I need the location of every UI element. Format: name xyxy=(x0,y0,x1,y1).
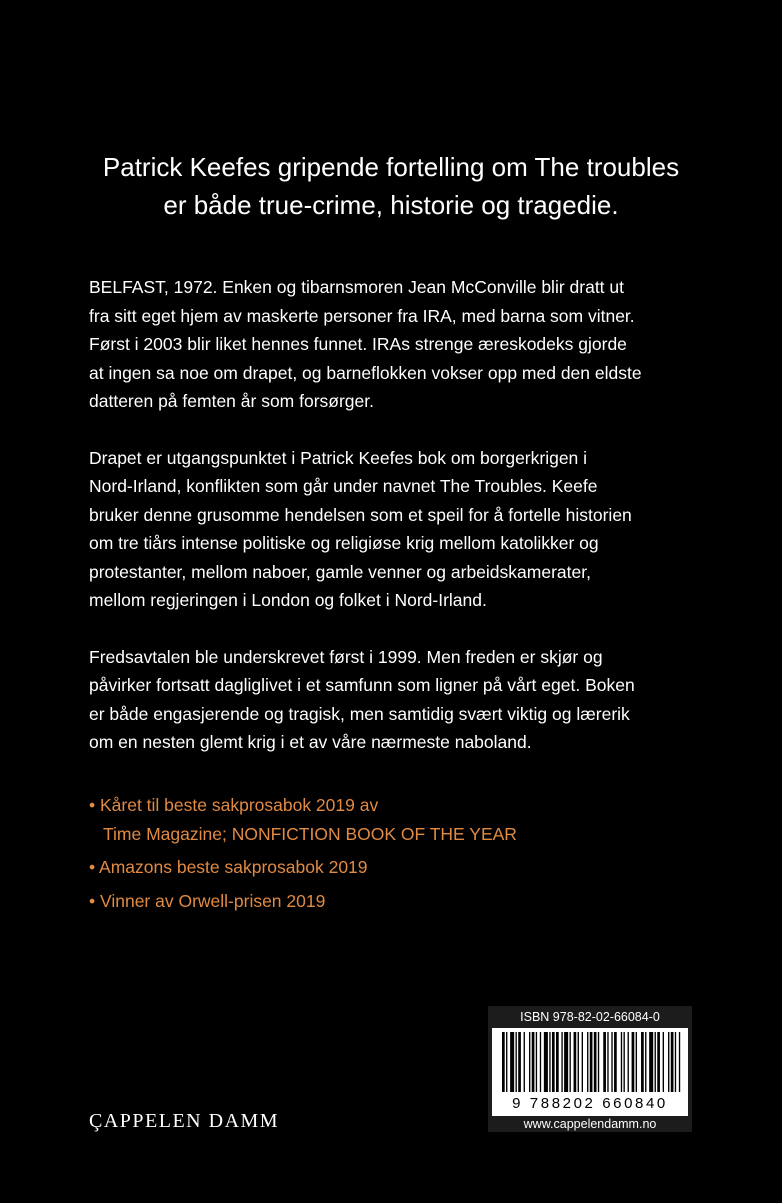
blurb-line: om tre tiårs intense politiske og religiøse krig mellom katolikker og xyxy=(89,533,599,553)
blurb-line: Drapet er utgangspunktet i Patrick Keefes bok om borgerkrigen i xyxy=(89,447,588,468)
barcode-bar xyxy=(524,1032,525,1092)
barcode-bar xyxy=(587,1032,588,1092)
barcode-bar xyxy=(645,1032,646,1092)
barcode-bar xyxy=(549,1032,550,1092)
barcode-bar xyxy=(564,1032,568,1092)
awards-list xyxy=(89,791,729,920)
award-item xyxy=(89,853,729,882)
blurb-line: Nord-Irland, konflikten som går under navnet The Troubles. Keefe xyxy=(89,476,598,496)
barcode-bar xyxy=(624,1032,625,1092)
blurb-line: fra sitt eget hjem av maskerte personer fra IRA, med barna som vitner. xyxy=(89,305,635,326)
blurb-line: Først i 2003 blir liket hennes funnet. IRAs strenge æreskodeks gjorde xyxy=(89,334,627,354)
award-line: Time Magazine; NONFICTION BOOK OF THE YEAR xyxy=(103,823,517,844)
blurb-line: BELFAST, 1972. Enken og tibarnsmoren Jean McConville blir dratt ut xyxy=(89,277,624,297)
barcode-bar xyxy=(671,1032,674,1092)
barcode-bar xyxy=(561,1032,562,1092)
barcode-bar xyxy=(532,1032,535,1092)
isbn-label: ISBN 978-82-02-66084-0 xyxy=(520,1010,660,1024)
blurb-paragraph xyxy=(89,444,719,615)
barcode-bar xyxy=(506,1032,507,1092)
blurb-line: at ingen sa noe om drapet, og barneflokken vokser opp med den eldste xyxy=(89,362,642,383)
barcode-bar xyxy=(655,1032,656,1092)
award-item xyxy=(89,887,729,916)
blurb-line: datteren på femten år som forsørger. xyxy=(89,391,374,411)
award-line: • Amazons beste sakprosabok 2019 xyxy=(89,857,368,877)
barcode-bar xyxy=(536,1032,537,1092)
barcode-bar xyxy=(649,1032,653,1092)
blurb xyxy=(89,273,719,785)
barcode-bar xyxy=(582,1032,583,1092)
publisher-logo: ÇAPPELEN DAMM xyxy=(89,1110,280,1132)
barcode-bar xyxy=(657,1032,660,1092)
barcode-bar xyxy=(621,1032,622,1092)
blurb-line: mellom regjeringen i London og folket i Nord-Irland. xyxy=(89,590,487,610)
barcode-bar xyxy=(570,1032,571,1092)
tagline-line: Patrick Keefes gripende fortelling om The troubles xyxy=(102,152,680,182)
barcode-digits: 9 788202 660840 xyxy=(512,1095,668,1112)
barcode-bar xyxy=(510,1032,514,1092)
award-line: • Vinner av Orwell-prisen 2019 xyxy=(89,890,326,911)
barcode-bar xyxy=(668,1032,669,1092)
barcode-bar xyxy=(632,1032,635,1092)
blurb-line: protestanter, mellom naboer, gamle venner og arbeidskamerater, xyxy=(89,561,591,582)
tagline-line: er både true-crime, historie og tragedie. xyxy=(163,190,619,220)
barcode-bar xyxy=(628,1032,629,1092)
barcode-bar xyxy=(516,1032,517,1092)
blurb-paragraph xyxy=(89,273,719,416)
blurb-paragraph xyxy=(89,643,719,757)
barcode-bar xyxy=(679,1032,680,1092)
barcode-block xyxy=(488,1006,692,1132)
barcode-bar xyxy=(544,1032,548,1092)
barcode-bar xyxy=(598,1032,599,1092)
barcode-bar xyxy=(529,1032,530,1092)
barcode-bar xyxy=(594,1032,597,1092)
barcode-bar xyxy=(578,1032,579,1092)
barcode xyxy=(492,1028,688,1116)
barcode-bar xyxy=(502,1032,505,1092)
barcode-bar xyxy=(607,1032,608,1092)
barcode-bar xyxy=(590,1032,593,1092)
barcode-bar xyxy=(574,1032,577,1092)
award-line: • Kåret til beste sakprosabok 2019 av xyxy=(89,795,379,815)
barcode-bar xyxy=(614,1032,617,1092)
blurb-line: er både engasjerende og tragisk, men samtidig svært viktig og lærerik xyxy=(89,703,630,724)
publisher-url: www.cappelendamm.no xyxy=(523,1117,657,1131)
barcode-bar xyxy=(518,1032,521,1092)
barcode-bar xyxy=(663,1032,664,1092)
tagline xyxy=(0,148,782,224)
blurb-line: påvirker fortsatt dagliglivet i et samfunn som ligner på vårt eget. Boken xyxy=(89,675,635,695)
blurb-line: om en nesten glemt krig i et av våre nærmeste naboland. xyxy=(89,732,532,752)
blurb-line: bruker denne grusomme hendelsen som et speil for å fortelle historien xyxy=(89,504,632,525)
barcode-bar xyxy=(611,1032,612,1092)
award-item xyxy=(89,791,729,848)
barcode-bar xyxy=(675,1032,676,1092)
barcode-bar xyxy=(636,1032,637,1092)
barcode-bar xyxy=(540,1032,541,1092)
barcode-bar xyxy=(641,1032,644,1092)
barcode-bar xyxy=(556,1032,559,1092)
blurb-line: Fredsavtalen ble underskrevet først i 1999. Men freden er skjør og xyxy=(89,646,603,667)
barcode-bar xyxy=(603,1032,606,1092)
barcode-bar xyxy=(552,1032,555,1092)
